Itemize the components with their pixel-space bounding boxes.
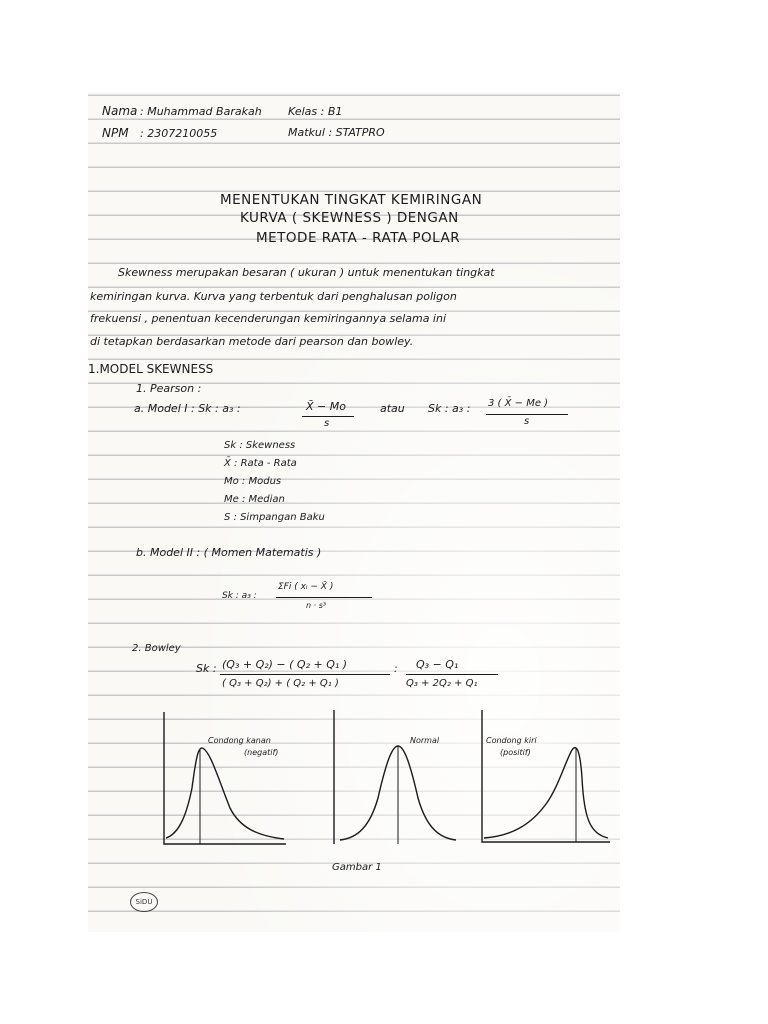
legend-rata: X̄ : Rata - Rata	[224, 458, 297, 469]
npm-value: : 2307210055	[140, 127, 218, 140]
model1-label: a. Model I : Sk : a₃ :	[134, 402, 241, 415]
notebook-page	[88, 92, 620, 932]
atau-text: atau	[380, 402, 405, 415]
intro-line-2: kemiringan kurva. Kurva yang terbentuk dari penghalusan poligon	[90, 290, 457, 303]
bowley-left: Sk :	[196, 662, 217, 675]
pearson-label: 1. Pearson :	[136, 382, 202, 395]
figure-caption: Gambar 1	[332, 862, 382, 873]
nama-value: : Muhammad Barakah	[140, 105, 262, 118]
notebook-logo: SiDU	[130, 892, 158, 912]
model1-alt-denominator: s	[524, 416, 530, 427]
section-heading: 1.MODEL SKEWNESS	[88, 362, 214, 376]
model1-alt-fraction-bar	[486, 414, 568, 415]
bowley-equals: :	[394, 662, 398, 675]
model2-fraction-bar	[276, 597, 372, 598]
model1-denominator: s	[324, 418, 330, 429]
kelas-field: Kelas : B1	[288, 105, 343, 118]
bowley-denominator-1: ( Q₃ + Q₂) + ( Q₂ + Q₁ )	[222, 678, 339, 689]
matkul-field: Matkul : STATPRO	[288, 126, 385, 139]
intro-line-4: di tetapkan berdasarkan metode dari pearson dan bowley.	[90, 335, 414, 348]
model1-alt-label: Sk : a₃ :	[428, 402, 471, 415]
title-line-1: MENENTUKAN TINGKAT KEMIRINGAN	[220, 192, 483, 208]
model1-alt-numerator: 3 ( X̄ − Me )	[488, 398, 549, 409]
model2-left: Sk : a₃ :	[222, 591, 257, 601]
model2-label: b. Model II : ( Momen Matematis )	[136, 546, 322, 559]
legend-sk: Sk : Skewness	[224, 440, 296, 451]
title-line-2: KURVA ( SKEWNESS ) DENGAN	[240, 210, 459, 226]
intro-line-3: frekuensi , penentuan kecenderungan kemiringannya selama ini	[90, 312, 447, 325]
panel-2-title: Normal	[410, 736, 440, 745]
legend-modus: Mo : Modus	[224, 476, 282, 487]
bowley-numerator-1: (Q₃ + Q₂) − ( Q₂ + Q₁ )	[222, 658, 348, 671]
legend-simpangan: S : Simpangan Baku	[224, 512, 325, 523]
bowley-denominator-2: Q₃ + 2Q₂ + Q₁	[406, 678, 478, 689]
bowley-numerator-2: Q₃ − Q₁	[416, 658, 459, 671]
skew-left-curve-panel	[480, 708, 614, 848]
title-line-3: METODE RATA - RATA POLAR	[256, 230, 461, 246]
bowley-fraction-bar-1	[220, 674, 390, 675]
skew-right-curve-panel	[158, 708, 288, 848]
model1-numerator: X̄ − Mo	[306, 400, 346, 413]
panel-1-subtitle: (negatif)	[244, 748, 279, 757]
bowley-fraction-bar-2	[406, 674, 498, 675]
nama-label: Nama	[102, 104, 138, 118]
panel-1-title: Condong kanan	[208, 736, 271, 745]
normal-curve-panel	[328, 708, 478, 848]
legend-median: Me : Median	[224, 494, 285, 505]
bowley-label: 2. Bowley	[132, 643, 181, 654]
panel-3-title: Condong kiri	[486, 736, 537, 745]
model2-denominator: n · s³	[306, 601, 327, 610]
model2-numerator: ΣFi ( xᵢ − X̄ )	[278, 582, 334, 592]
model1-fraction-bar	[302, 416, 354, 417]
npm-label: NPM	[102, 126, 129, 140]
panel-3-subtitle: (positif)	[500, 748, 531, 757]
intro-line-1: Skewness merupakan besaran ( ukuran ) untuk menentukan tingkat	[118, 266, 495, 279]
